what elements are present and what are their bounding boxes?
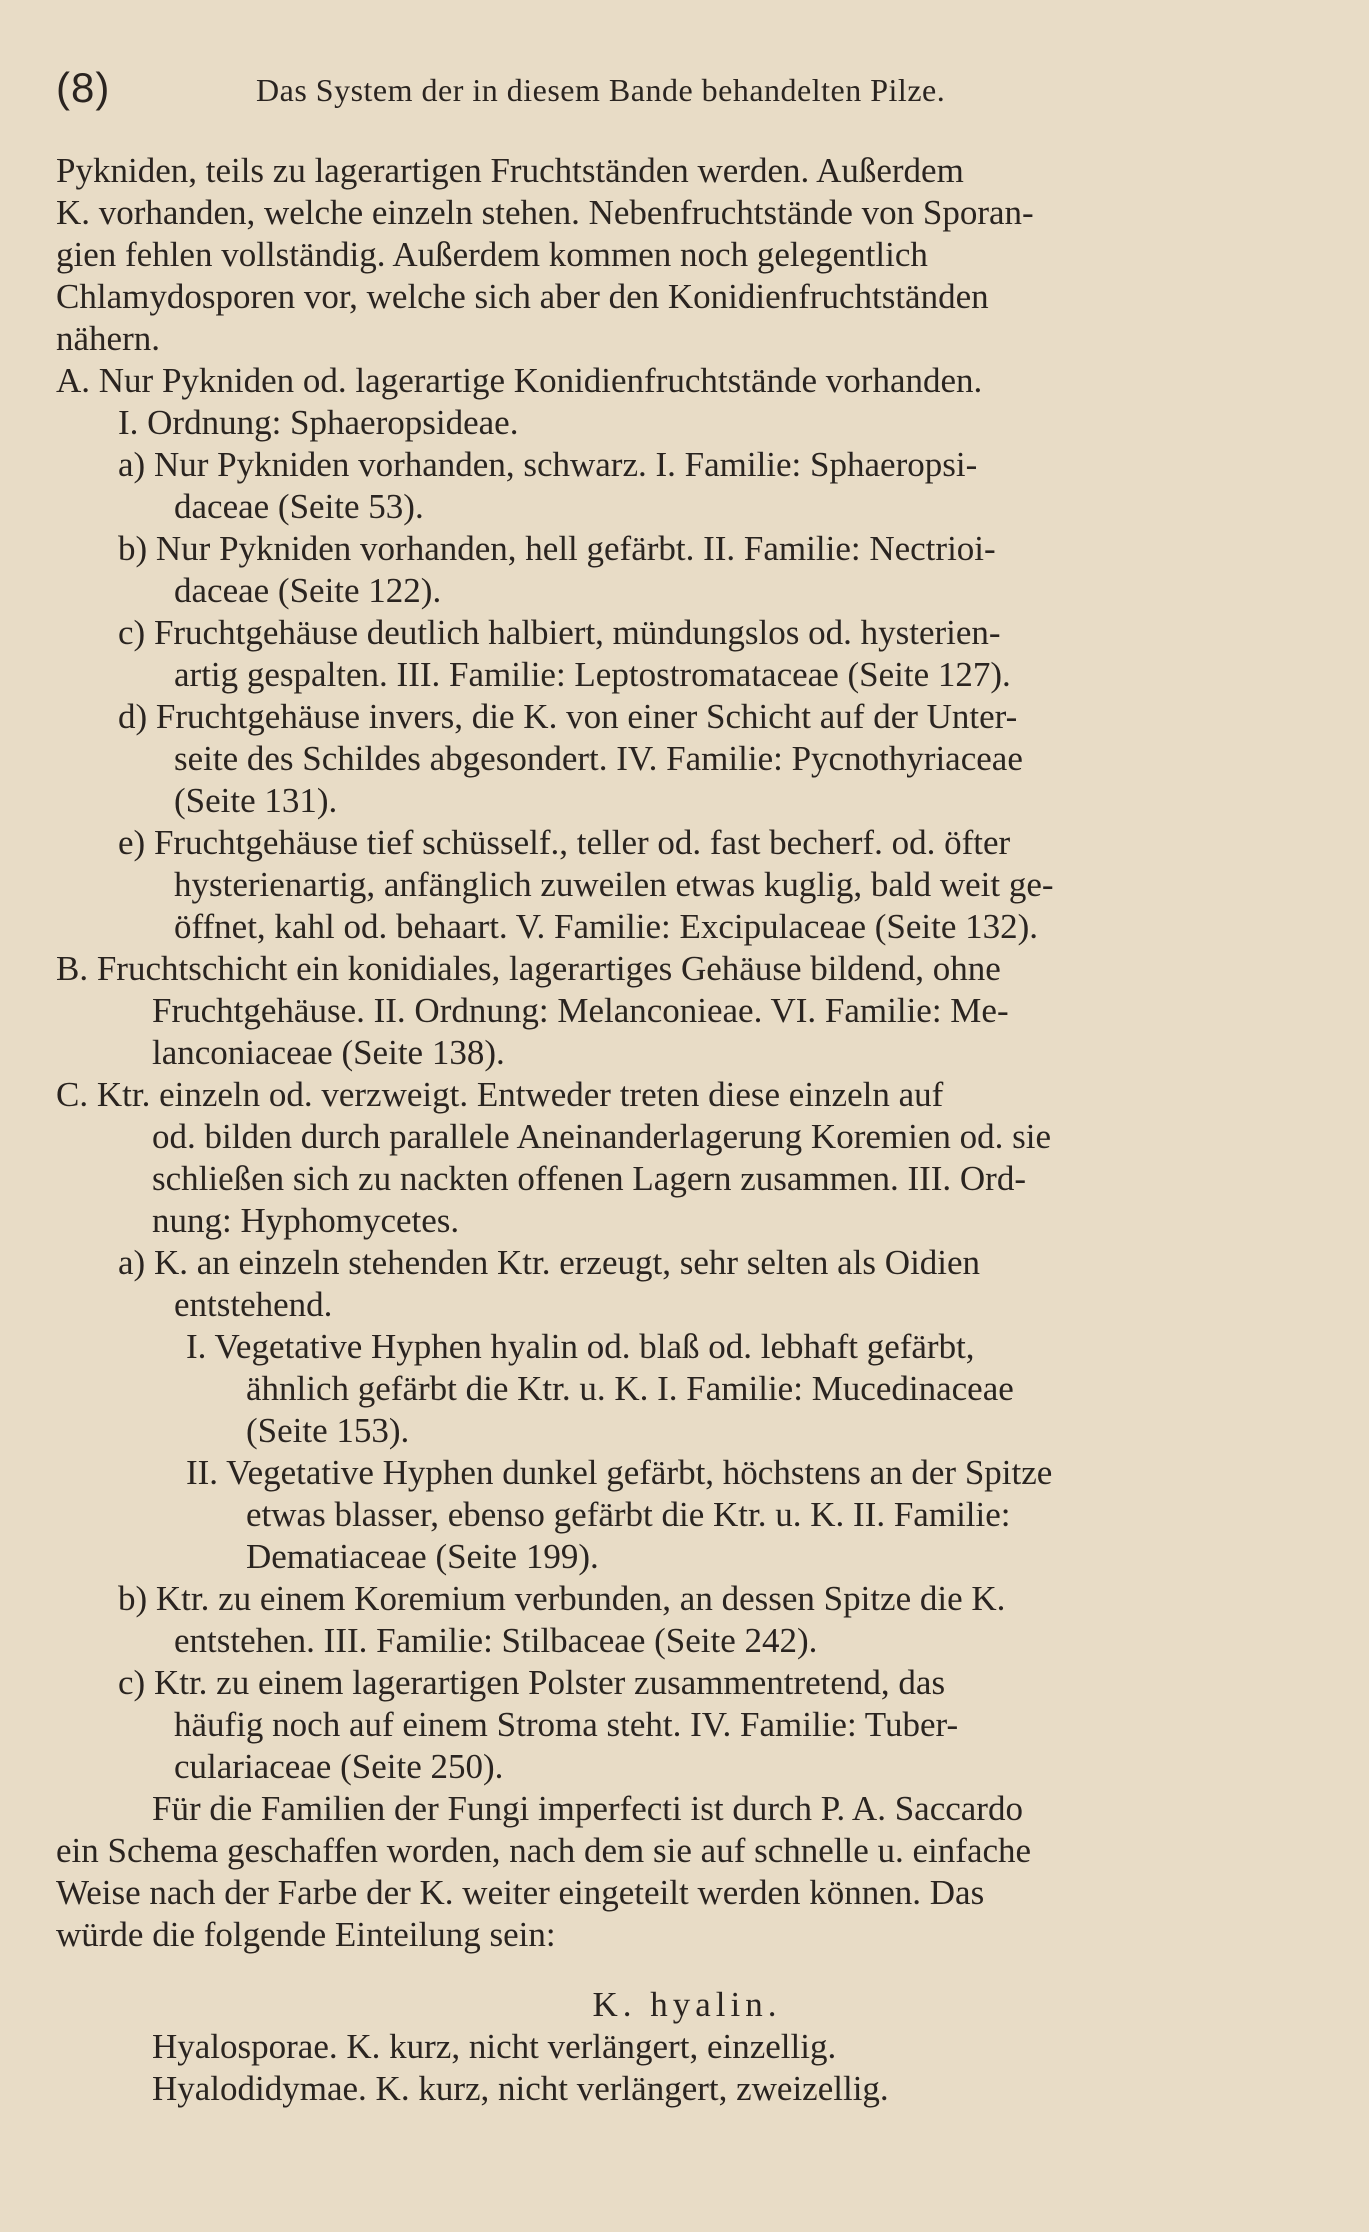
paragraph-line: Weise nach der Farbe der K. weiter eingeteilt werden können. Das — [56, 1873, 985, 1912]
key-item-a: a) Nur Pykniden vorhanden, schwarz. I. Familie: Sphaeropsi- — [118, 445, 978, 484]
text-line: häufig noch auf einem Stroma steht. IV. Familie: Tuber- — [174, 1705, 959, 1744]
text-line: daceae (Seite 53). — [174, 487, 424, 526]
text-line: Dematiaceae (Seite 199). — [246, 1537, 599, 1576]
key-item-C: C. Ktr. einzeln od. verzweigt. Entweder treten diese einzeln auf — [56, 1075, 944, 1114]
text-line: entstehen. III. Familie: Stilbaceae (Seite 242). — [174, 1621, 818, 1660]
text-line: ähnlich gefärbt die Ktr. u. K. I. Familie: Mucedinaceae — [246, 1369, 1014, 1408]
key-item-c: c) Ktr. zu einem lagerartigen Polster zusammentretend, das — [118, 1663, 946, 1702]
text-line: hysterienartig, anfänglich zuweilen etwas kuglig, bald weit ge- — [174, 865, 1054, 904]
running-title: Das System der in diesem Bande behandelten Pilze. — [256, 72, 946, 108]
text-line: od. bilden durch parallele Aneinanderlagerung Koremien od. sie — [152, 1117, 1051, 1156]
category-line: Hyalodidymae. K. kurz, nicht verlängert, zweizellig. — [152, 2069, 889, 2108]
text-line: nähern. — [56, 319, 160, 358]
paragraph-line: ein Schema geschaffen worden, nach dem sie auf schnelle u. einfache — [56, 1831, 1032, 1870]
order-heading: I. Ordnung: Sphaeropsideae. — [118, 403, 519, 442]
text-line: schließen sich zu nackten offenen Lagern zusammen. III. Ord- — [152, 1159, 1026, 1198]
text-line: Pykniden, teils zu lagerartigen Fruchtständen werden. Außerdem — [56, 151, 964, 190]
paragraph-line: Für die Familien der Fungi imperfecti ist durch P. A. Saccardo — [152, 1789, 1023, 1828]
text-line: nung: Hyphomycetes. — [152, 1201, 460, 1240]
text-line: lanconiaceae (Seite 138). — [152, 1033, 505, 1072]
text-line: Chlamydosporen vor, welche sich aber den Konidienfruchtständen — [56, 277, 989, 316]
key-item-II: II. Vegetative Hyphen dunkel gefärbt, höchstens an der Spitze — [186, 1453, 1053, 1492]
text-line: culariaceae (Seite 250). — [174, 1747, 504, 1786]
text-line: (Seite 131). — [174, 781, 338, 820]
key-item-b: b) Ktr. zu einem Koremium verbunden, an dessen Spitze die K. — [118, 1579, 1006, 1618]
category-line: Hyalosporae. K. kurz, nicht verlängert, einzellig. — [152, 2027, 837, 2066]
key-item-c: c) Fruchtgehäuse deutlich halbiert, mündungslos od. hysterien- — [118, 613, 1001, 652]
key-item-d: d) Fruchtgehäuse invers, die K. von einer Schicht auf der Unter- — [118, 697, 1018, 736]
section-heading: K. hyalin. — [592, 1985, 782, 2024]
key-item-A: A. Nur Pykniden od. lagerartige Konidienfruchtstände vorhanden. — [56, 361, 983, 400]
paragraph-line: würde die folgende Einteilung sein: — [56, 1915, 556, 1954]
text-line: (Seite 153). — [246, 1411, 410, 1450]
text-line: entstehend. — [174, 1285, 333, 1324]
text-line: etwas blasser, ebenso gefärbt die Ktr. u. K. II. Familie: — [246, 1495, 1011, 1534]
text-line: gien fehlen vollständig. Außerdem kommen noch gelegentlich — [56, 235, 928, 274]
text-line: artig gespalten. III. Familie: Leptostromataceae (Seite 127). — [174, 655, 1011, 694]
key-item-b: b) Nur Pykniden vorhanden, hell gefärbt. II. Familie: Nectrioi- — [118, 529, 996, 568]
key-item-I: I. Vegetative Hyphen hyalin od. blaß od. lebhaft gefärbt, — [186, 1327, 975, 1366]
text-line: seite des Schildes abgesondert. IV. Familie: Pycnothyriaceae — [174, 739, 1023, 778]
key-item-a: a) K. an einzeln stehenden Ktr. erzeugt, sehr selten als Oidien — [118, 1243, 981, 1282]
key-item-B: B. Fruchtschicht ein konidiales, lagerartiges Gehäuse bildend, ohne — [56, 949, 1001, 988]
key-item-e: e) Fruchtgehäuse tief schüsself., teller od. fast becherf. od. öfter — [118, 823, 1011, 862]
spacer — [56, 1956, 1318, 1984]
text-line: K. vorhanden, welche einzeln stehen. Nebenfruchtstände von Sporan- — [56, 193, 1034, 232]
text-line: daceae (Seite 122). — [174, 571, 442, 610]
page-body — [56, 150, 1318, 2110]
text-line: öffnet, kahl od. behaart. V. Familie: Excipulaceae (Seite 132). — [174, 907, 1039, 946]
page-header — [56, 60, 1316, 120]
text-line: Fruchtgehäuse. II. Ordnung: Melanconieae. VI. Familie: Me- — [152, 991, 1009, 1030]
page-number: (8) — [56, 64, 111, 111]
